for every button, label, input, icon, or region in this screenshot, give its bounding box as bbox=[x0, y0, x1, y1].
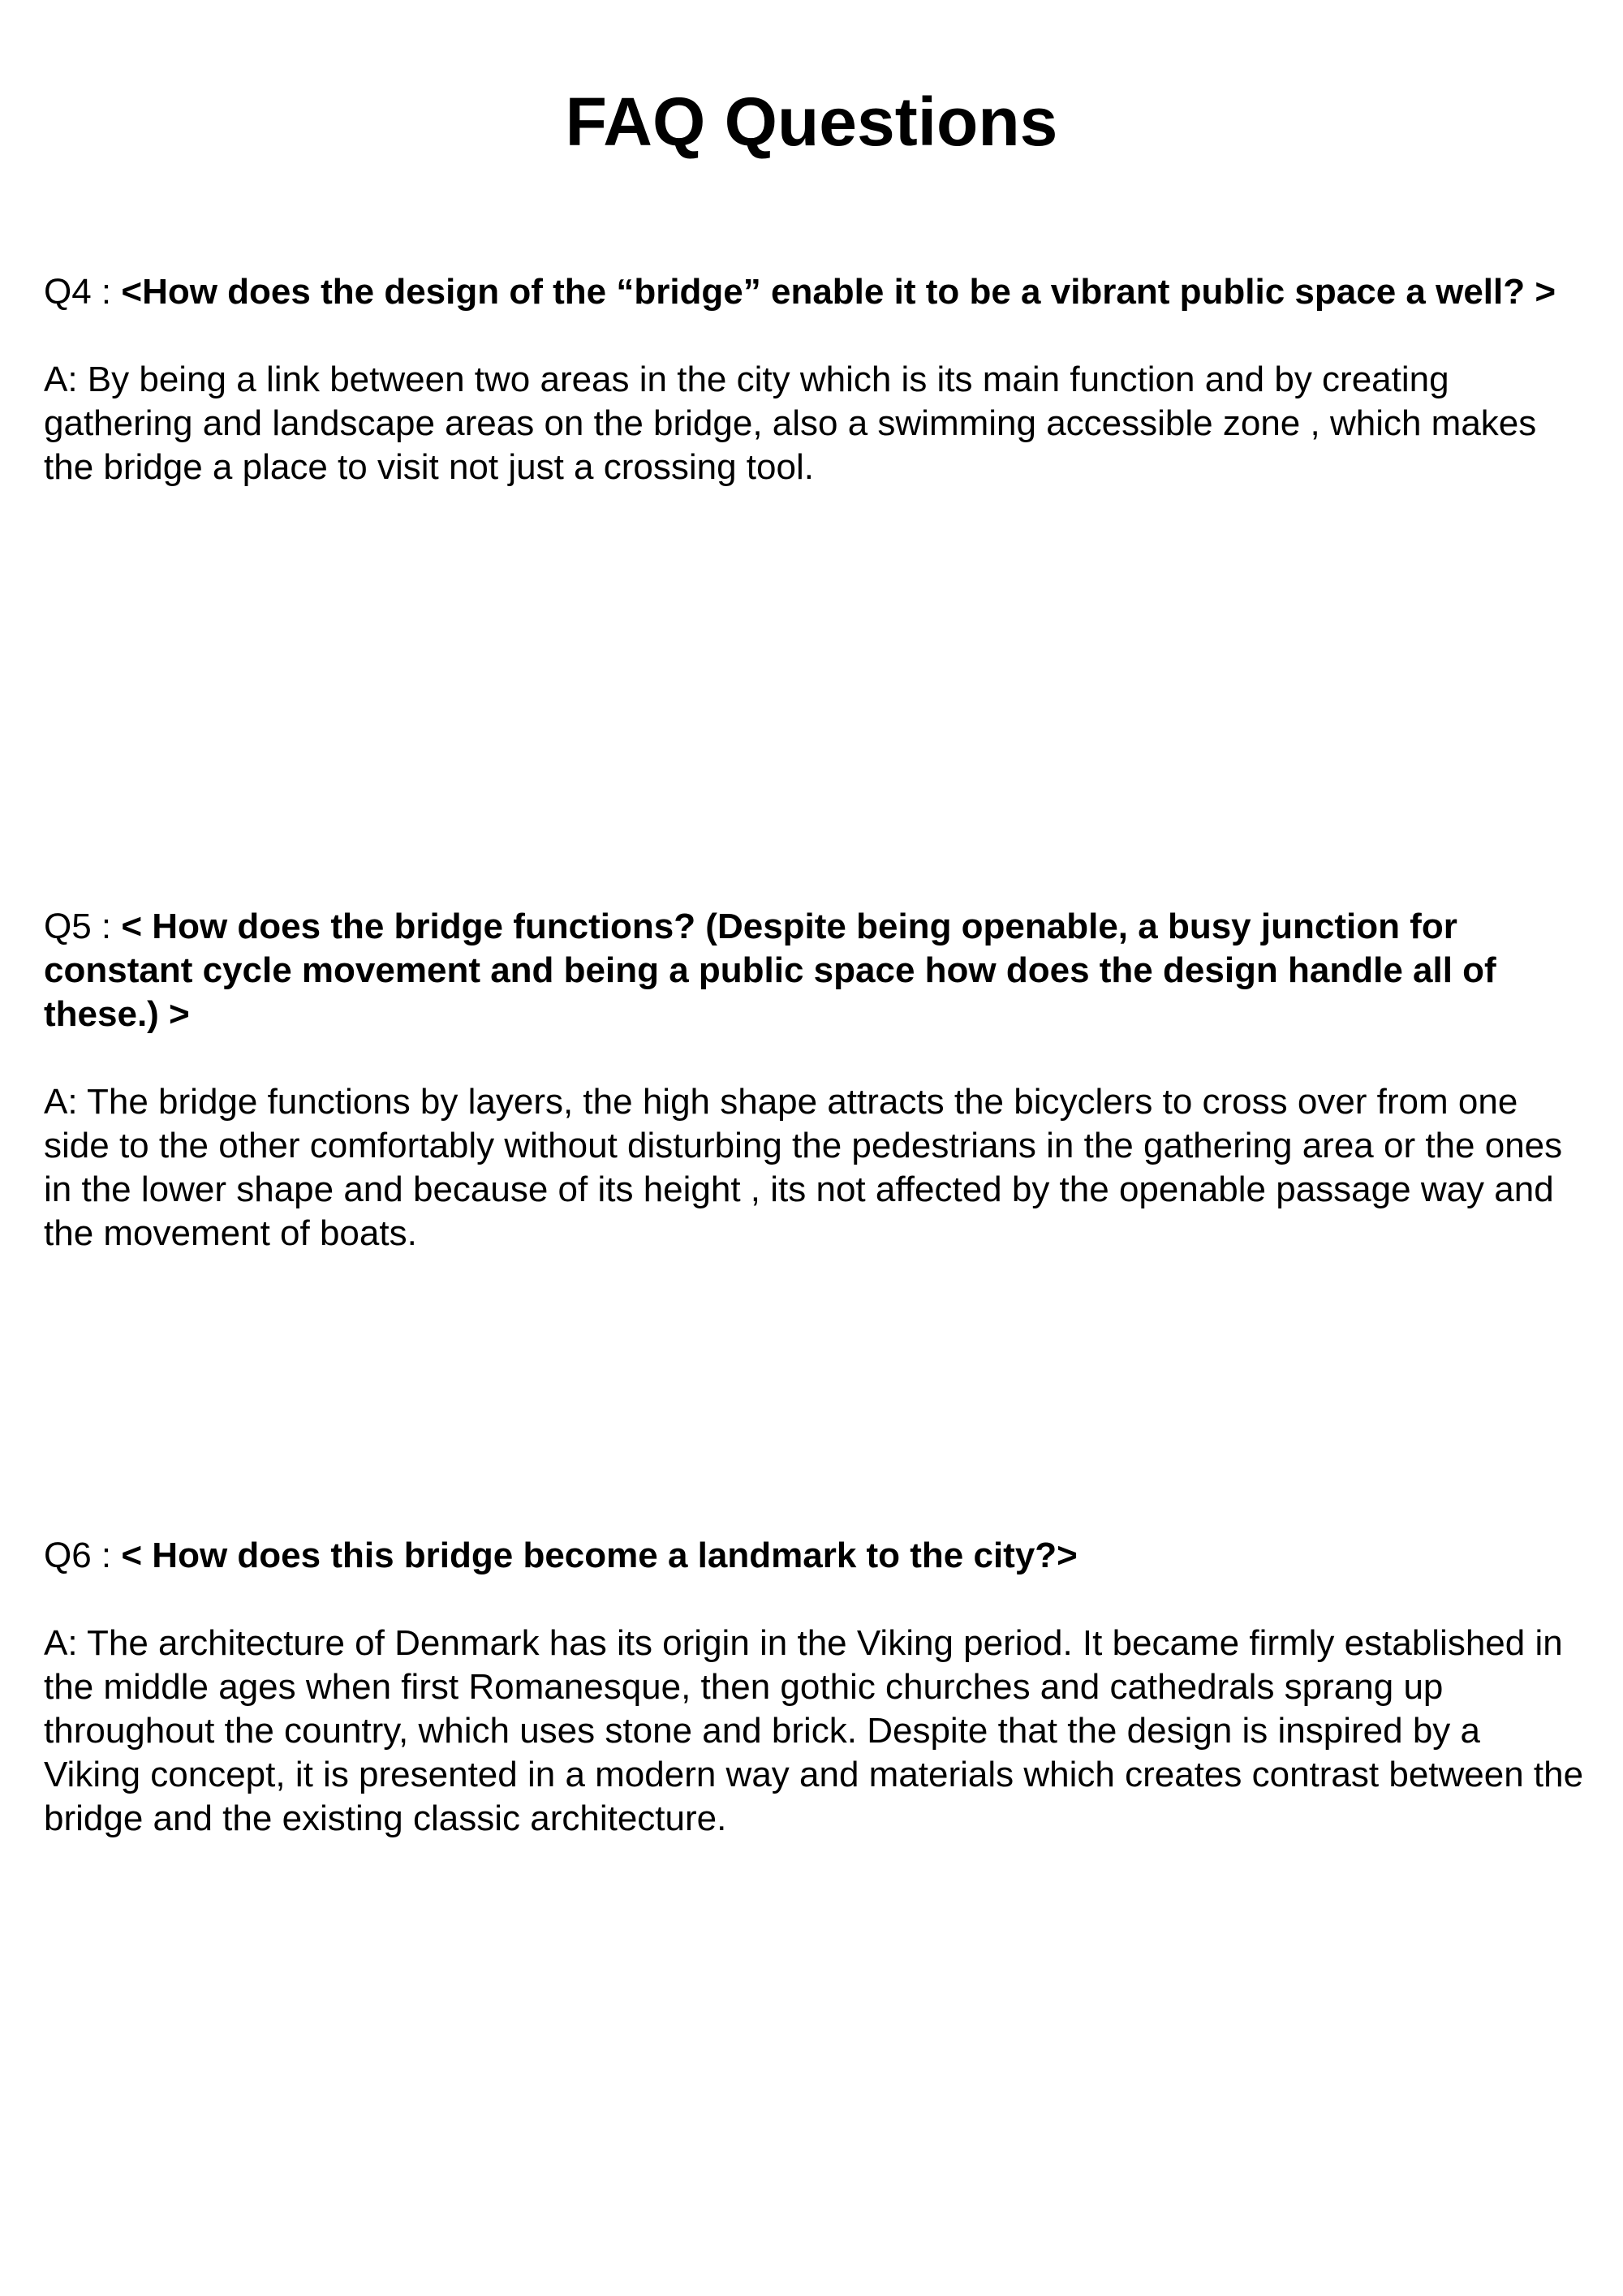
answer-q6: A: The architecture of Denmark has its origin in the Viking period. It became firmly established in the middle ages when first Romanesque, then gothic churches and cathedrals sprang up throughout the country, which uses stone and brick. Despite that the design is inspired by a Viking concept, it is presented in a modern way and materials which creates contrast between the bridge and the existing classic architecture. bbox=[44, 1623, 1584, 1838]
faq-item-q5 bbox=[44, 905, 1586, 1256]
answer-q5: A: The bridge functions by layers, the high shape attracts the bicyclers to cross over from one side to the other comfortably without disturbing the pedestrians in the gathering area or the ones in the lower shape and because of its height , its not affected by the openable passage way and the movement of boats. bbox=[44, 1082, 1563, 1253]
question-q6 bbox=[44, 1534, 1586, 1578]
faq-item-q6 bbox=[44, 1534, 1586, 1841]
question-q5 bbox=[44, 905, 1586, 1036]
faq-item-q4 bbox=[44, 270, 1586, 489]
question-q4 bbox=[44, 270, 1586, 314]
question-text: <How does the design of the “bridge” enable it to be a vibrant public space a well? > bbox=[121, 272, 1556, 312]
question-label: Q4 : bbox=[44, 272, 122, 312]
question-label: Q6 : bbox=[44, 1536, 122, 1575]
question-text: < How does this bridge become a landmark to the city?> bbox=[121, 1536, 1078, 1575]
question-label: Q5 : bbox=[44, 907, 122, 946]
question-text: < How does the bridge functions? (Despite being openable, a busy junction for constant cycle movement and being a public space how does the design handle all of these.) > bbox=[44, 907, 1496, 1034]
page-title: FAQ Questions bbox=[565, 84, 1058, 160]
answer-q4: A: By being a link between two areas in the city which is its main function and by creating gathering and landscape areas on the bridge, also a swimming accessible zone , which makes the bridge a place to visit not just a crossing tool. bbox=[44, 360, 1537, 487]
